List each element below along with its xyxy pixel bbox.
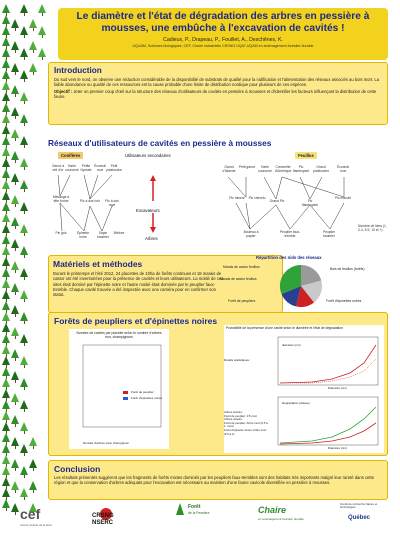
tree-icon [2, 334, 10, 343]
tree-icon [2, 444, 10, 453]
network-diagram [50, 151, 390, 251]
tree-icon [2, 433, 10, 442]
tree-trunk [24, 475, 25, 478]
tree-trunk [15, 270, 16, 273]
tree-icon [2, 114, 10, 123]
curve-title: Probabilité de la présence d'une cavité selon le diamètre et l'état de dégradation [226, 326, 343, 330]
foret-logo-mark [176, 503, 184, 515]
tree-icon [20, 356, 28, 365]
tree-icon [20, 158, 28, 167]
tree-icon [11, 63, 19, 72]
tree-trunk [15, 380, 16, 383]
tree-trunk [24, 277, 25, 280]
tree-trunk [24, 453, 25, 456]
network-node: Grand Pic [269, 199, 285, 203]
tree-trunk [24, 365, 25, 368]
tree-icon [20, 312, 28, 321]
foret-logo: Forêt [188, 504, 201, 510]
excavators-label: Excavateurs [136, 208, 160, 213]
tree-trunk [24, 387, 25, 390]
tree-icon [2, 125, 10, 134]
tree-icon [2, 191, 10, 200]
tree-icon [11, 85, 19, 94]
tree-trunk [33, 50, 34, 53]
tree-icon [2, 279, 10, 288]
tree-trunk [33, 28, 34, 31]
network-node: Mésange à tête brune [52, 195, 70, 203]
hardwoods-label: Feuillus [295, 152, 317, 159]
tree-icon [2, 422, 10, 431]
tree-trunk [24, 409, 25, 412]
tree-trunk [33, 468, 34, 471]
tree-icon [11, 459, 19, 468]
introduction-section [48, 62, 388, 125]
tree-icon [2, 180, 10, 189]
tree-icon [20, 26, 28, 35]
fonds-label: Fonds de recherche Nature et technologies [340, 502, 378, 510]
tree-icon [29, 63, 37, 72]
conclusion-text: Les résultats présentés suggèrent que les fragments de forêts mixtes dominés par les peupliers faux-trembles sont des habitats très importants malgré leur rareté dans cette région et que la conservation d'arbres adéquats pour l'excavation est nécessaire au maintien d'une faune cavicole diversifiée en pessière à mousses. [54, 475, 375, 486]
nserc-logo: NSERC [92, 520, 114, 526]
pie-chart [278, 263, 324, 309]
tree-icon [2, 389, 10, 398]
tree-icon [11, 349, 19, 358]
network-node: Petite Nyctale [80, 164, 92, 172]
tree-trunk [24, 13, 25, 16]
forest-results-section [48, 312, 388, 456]
tree-icon [11, 129, 19, 138]
tree-trunk [15, 138, 16, 141]
tree-icon [11, 393, 19, 402]
objective-text: Jeter un premier coup d'œil sur la structure des réseaux d'utilisateurs de cavités en pessière à mousses et d'identifier les facteurs influençant la distribution de cette faune. [54, 88, 377, 99]
network-node: Pin gris [55, 231, 67, 235]
bar-legend-item: Forêt de peuplier [131, 390, 154, 394]
cef-logo: cef [20, 506, 41, 522]
tree-icon [2, 257, 10, 266]
network-node: Harle couronné [258, 165, 272, 173]
tree-icon [11, 151, 19, 160]
tree-icon [11, 371, 19, 380]
tree-trunk [15, 182, 16, 185]
tree-icon [11, 239, 19, 248]
network-node: Petit garrot [238, 165, 256, 169]
tree-icon [2, 466, 10, 475]
network-node: Pic flamboyant [301, 199, 319, 207]
pie-label: Forêt de peupliers [228, 299, 256, 303]
curve-charts-panel [224, 325, 384, 453]
pie-label: Marais de castor feuillus [220, 277, 257, 281]
stats-line: Forêt d'épinette noires: Arbre mort (0.5 à 1) [224, 427, 267, 436]
tree-icon [20, 422, 28, 431]
network-node: Sapin baumier [97, 231, 109, 239]
tree-icon [2, 37, 10, 46]
tree-icon [11, 41, 19, 50]
tree-icon [38, 26, 46, 35]
tree-trunk [15, 116, 16, 119]
tree-icon [2, 136, 10, 145]
objective-paragraph [54, 89, 382, 100]
tree-trunk [33, 490, 34, 493]
cef-subtitle: Centre d'étude de la forêt [20, 523, 52, 527]
tree-icon [2, 488, 10, 497]
trees-label: Arbres [145, 236, 158, 241]
network-node: Petit polatouche [106, 164, 123, 172]
tree-trunk [15, 226, 16, 229]
conifers-label: Conifères [58, 152, 83, 159]
tree-trunk [33, 446, 34, 449]
tree-icon [2, 235, 10, 244]
tree-icon [29, 459, 37, 468]
tree-icon [20, 224, 28, 233]
methods-title: Matériels et méthodes [53, 259, 143, 269]
tree-trunk [24, 255, 25, 258]
network-node: Pic à dos rayé [105, 199, 119, 207]
tree-icon [29, 481, 37, 490]
tree-icon [2, 268, 10, 277]
foret-subtitle: de la Pessière [188, 511, 210, 515]
tree-trunk [24, 321, 25, 324]
tree-icon [11, 481, 19, 490]
tree-trunk [15, 424, 16, 427]
network-node: Écureuil roux [337, 165, 349, 173]
tree-icon [2, 378, 10, 387]
conclusion-section [48, 460, 388, 500]
tree-icon [2, 92, 10, 101]
tree-trunk [24, 189, 25, 192]
tree-icon [2, 400, 10, 409]
tree-icon [2, 147, 10, 156]
tree-icon [11, 107, 19, 116]
tree-trunk [15, 72, 16, 75]
objective-label: Objectif : [54, 88, 73, 94]
tree-trunk [24, 79, 25, 82]
tree-trunk [15, 292, 16, 295]
tree-trunk [24, 123, 25, 126]
tree-icon [11, 415, 19, 424]
tree-trunk [15, 28, 16, 31]
crsng-logo: CRSNG [92, 513, 114, 519]
poster-title: Le diamètre et l'état de dégradation des arbres en pessière à mousses, une embûche à l'excavation de cavités ! [76, 11, 370, 34]
stats-details [224, 359, 270, 363]
link-count-legend: Nombre de liens (1, 2-4, 5-9, 10 et +) [358, 224, 387, 232]
tree-icon [20, 180, 28, 189]
tree-trunk [42, 57, 43, 60]
bar-x-label: Densité d'arbres sans champignon [83, 441, 130, 445]
introduction-title: Introduction [54, 66, 102, 75]
tree-trunk [15, 160, 16, 163]
network-node: Pic maculé [334, 196, 352, 200]
tree-icon [20, 400, 28, 409]
pie-label: Bois de feuillus (forêts) [330, 267, 365, 271]
chaire-subtitle: en aménagement forestier durable [258, 517, 304, 521]
tree-trunk [42, 13, 43, 16]
tree-icon [2, 312, 10, 321]
methods-text: Durant le printemps et l'été 2012, 24 placettes de 10ha de forêts continues et 18 marais de castor ont été inventoriées pour la présence de cavités et leurs utilisateurs. La moitié de ces sites était dominé par l'épinette noire et l'autre moitié était dominée par le peuplier faux-tremble. Chaque cavité trouvée a été inspectée avec une caméra pour en confirmer son statut. [53, 271, 224, 298]
curve-plots [272, 333, 382, 451]
stats-line: Arbres vivants: [224, 410, 243, 414]
tree-icon [11, 19, 19, 28]
chaire-logo: Chaire [258, 505, 287, 515]
tree-trunk [24, 233, 25, 236]
secondary-users-label: Utilisateurs secondaires [125, 153, 171, 158]
network-section-title: Réseaux d'utilisateurs de cavités en pessière à mousses [48, 138, 272, 148]
tree-icon [20, 136, 28, 145]
tree-icon [20, 202, 28, 211]
curve-bottom-label: Dégradation (classe) [282, 401, 310, 405]
stats-line: Forêt de peuplier: Arbre mort (0.5 à 1, mort) [224, 420, 268, 429]
tree-icon [29, 437, 37, 446]
tree-icon [2, 477, 10, 486]
bar-chart-panel [69, 329, 169, 449]
tree-trunk [15, 314, 16, 317]
tree-icon [20, 466, 28, 475]
curve-bottom-x-label: Diamètre (cm) [328, 446, 348, 450]
tree-trunk [24, 167, 25, 170]
tree-icon [11, 173, 19, 182]
tree-icon [2, 246, 10, 255]
tree-trunk [24, 35, 25, 38]
tree-icon [2, 213, 10, 222]
tree-icon [20, 92, 28, 101]
network-node: Pic à dos noir [80, 199, 100, 203]
network-node: Crécerelle d'Amérique [274, 165, 292, 173]
curve-top-x-label: Diamètre (cm) [328, 386, 348, 390]
tree-icon [38, 48, 46, 57]
tree-icon [2, 103, 10, 112]
tree-trunk [15, 204, 16, 207]
tree-icon [2, 356, 10, 365]
tree-icon [20, 268, 28, 277]
tree-icon [11, 437, 19, 446]
tree-trunk [42, 35, 43, 38]
tree-icon [29, 19, 37, 28]
tree-icon [2, 323, 10, 332]
introduction-text: Du sud vers le nord, on observe une réduction considérable de la disponibilité de substrats de qualité pour la nidification et l'alimentation des réseaux associés au bois mort. La faible abondance ou qualité de ces ressources est la cause probable d'une limite de distribution nordique pour plusieurs de ces espèces. [54, 77, 380, 88]
tree-trunk [15, 512, 16, 515]
tree-icon [20, 70, 28, 79]
tree-icon [20, 378, 28, 387]
tree-trunk [24, 211, 25, 214]
tree-icon [20, 114, 28, 123]
authors: Cadieux, P., Drapeau, P., Fouillet, A., Deschênes, K. [163, 37, 283, 43]
network-node: Peuplier baumier [322, 230, 336, 238]
bar-legend-item: Forêt d'épinettes noires [131, 396, 163, 400]
tree-trunk [15, 446, 16, 449]
curve-top-label: diamètre (cm) [282, 343, 301, 347]
tree-icon [2, 59, 10, 68]
tree-icon [2, 26, 10, 35]
tree-icon [20, 290, 28, 299]
bar-chart-title: Nombre de cavités par placette selon le nombre d'arbres mor, champignons [76, 331, 162, 339]
tree-icon [2, 301, 10, 310]
tree-icon [11, 503, 19, 512]
tree-trunk [15, 94, 16, 97]
network-node: Garrot à œil d'or [51, 164, 65, 172]
tree-trunk [24, 57, 25, 60]
tree-trunk [15, 402, 16, 405]
affiliation: UQUAM, Sciences biologiques, CEF, Chaire industrielle CRSNG UQAT-UQAM en aménagement forestier durable [132, 44, 314, 48]
pie-chart-panel [220, 255, 382, 309]
tree-icon [2, 367, 10, 376]
tree-icon [11, 217, 19, 226]
tree-icon [2, 48, 10, 57]
poster-header [58, 8, 388, 60]
network-node: Pic mineur [229, 196, 245, 200]
tree-icon [20, 444, 28, 453]
tree-trunk [24, 145, 25, 148]
conclusion-title: Conclusion [54, 464, 101, 474]
tree-icon [11, 261, 19, 270]
tree-icon [2, 70, 10, 79]
stats-list [224, 411, 270, 436]
tree-trunk [15, 248, 16, 251]
tree-trunk [15, 490, 16, 493]
tree-icon [38, 4, 46, 13]
tree-trunk [15, 50, 16, 53]
pie-label: Forêt d'épinettes noires [326, 299, 362, 303]
tree-icon [29, 41, 37, 50]
tree-icon [2, 290, 10, 299]
pie-label: Marais de castor feuillus [223, 265, 260, 269]
tree-trunk [24, 299, 25, 302]
tree-trunk [24, 497, 25, 500]
tree-trunk [15, 358, 16, 361]
tree-icon [11, 327, 19, 336]
tree-icon [11, 305, 19, 314]
network-node: Harle couronné [65, 164, 79, 172]
tree-icon [2, 158, 10, 167]
tree-icon [2, 411, 10, 420]
tree-icon [20, 246, 28, 255]
tree-icon [20, 48, 28, 57]
network-node: Écureuil roux [94, 164, 106, 172]
tree-icon [2, 169, 10, 178]
stats-line: Arbres vivants: [224, 417, 243, 422]
network-node: Pic flamboyant [292, 165, 310, 173]
tree-icon [2, 15, 10, 24]
tree-icon [2, 81, 10, 90]
network-node: Grand polatouche [312, 165, 330, 173]
tree-trunk [24, 343, 25, 346]
tree-icon [2, 202, 10, 211]
network-node: Épinette noire [76, 231, 90, 239]
forest-results-title: Forêts de peupliers et d'épinettes noires [54, 316, 218, 326]
stats-line: Forêt de peuplier: 0.5 mort [224, 413, 257, 418]
tree-icon [2, 345, 10, 354]
tree-trunk [33, 72, 34, 75]
tree-icon [20, 334, 28, 343]
tree-trunk [24, 101, 25, 104]
tree-icon [2, 499, 10, 508]
tree-icon [11, 195, 19, 204]
pie-title: Répartition des nids des réseaux [256, 255, 322, 260]
network-node: Pic chevelu [248, 196, 266, 200]
network-node: Peuplier faux-tremble [279, 230, 301, 238]
quebec-logo: Québec [348, 515, 371, 521]
tree-icon [20, 4, 28, 13]
network-node: Bouleau à papier [243, 230, 259, 238]
tree-trunk [15, 468, 16, 471]
stats-title: Détails statistiques : [224, 358, 251, 362]
tree-trunk [24, 431, 25, 434]
tree-trunk [15, 336, 16, 339]
tree-icon [2, 224, 10, 233]
tree-icon [20, 488, 28, 497]
network-node: Mélèze [113, 231, 125, 235]
tree-icon [2, 455, 10, 464]
tree-icon [11, 283, 19, 292]
network-node: Garrot d'Islande [222, 165, 236, 173]
tree-trunk [6, 508, 7, 511]
tree-icon [2, 4, 10, 13]
